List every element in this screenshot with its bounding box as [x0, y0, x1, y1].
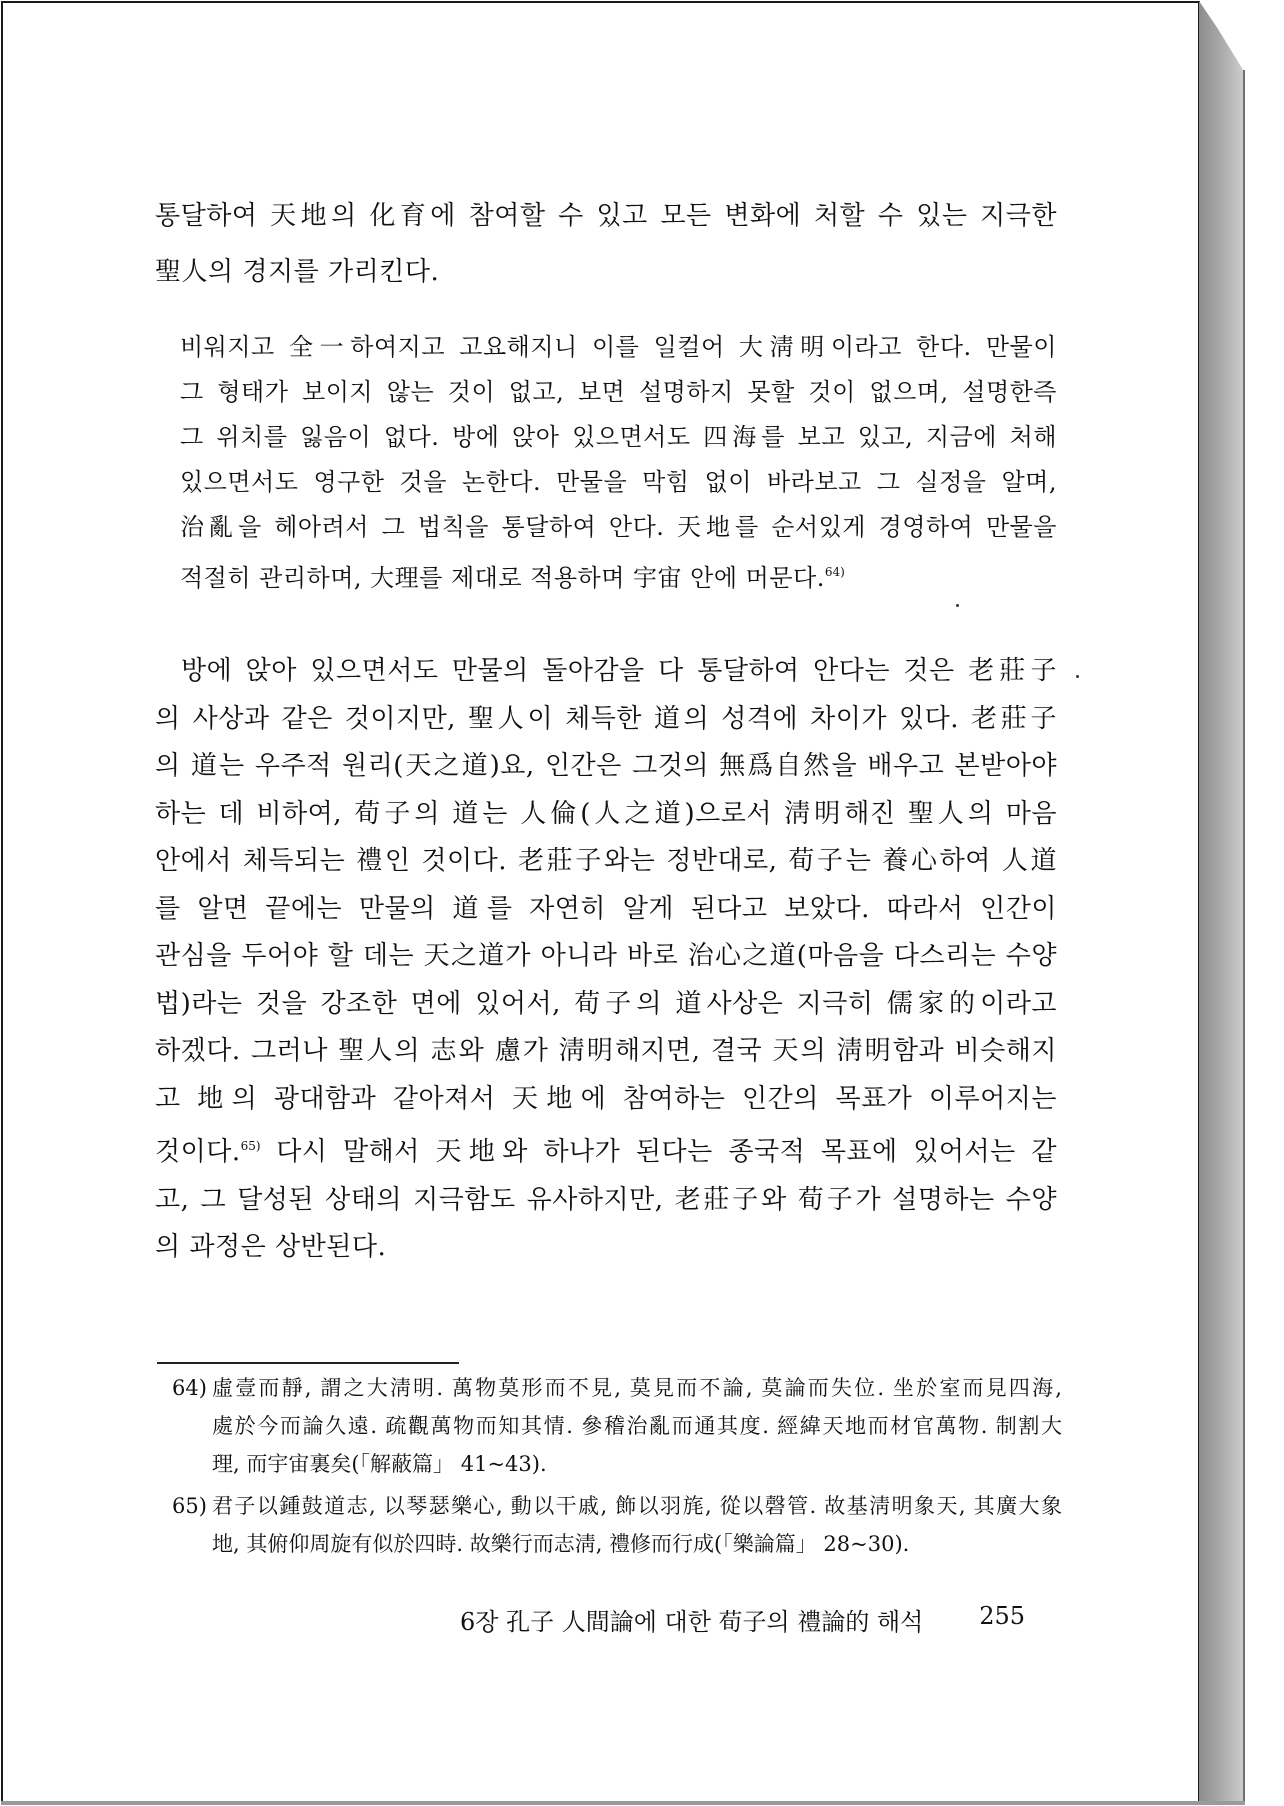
page-stack-edge: [1199, 1, 1245, 1804]
body-line: 를 알면 끝에는 만물의 道를 자연히 알게 된다고 보았다. 따라서 인간이: [155, 893, 1057, 924]
footnote-line: 地, 其俯仰周旋有似於四時. 故樂行而志淸, 禮修而行成(「樂論篇」 28~30).: [212, 1532, 910, 1556]
intro-paragraph: [155, 188, 1057, 300]
quote-line-last: [180, 550, 1057, 601]
footnote-ref-64[interactable]: 64): [824, 565, 845, 579]
footnote-64: [172, 1369, 1062, 1483]
body-line-with-ref: [155, 1123, 1057, 1177]
speck-mark: [956, 604, 959, 607]
chapter-title: 6장 孔子 人間論에 대한 荀子의 禮論的 해석: [460, 1608, 924, 1636]
body-line: 관심을 두어야 할 데는 天之道가 아니라 바로 治心之道(마음을 다스리는 수양: [155, 941, 1057, 971]
footnote-line: 君子以鍾鼓道志, 以琴瑟樂心, 動以干戚, 飾以羽旄, 從以磬管. 故基淸明象天, 其廣大象: [212, 1494, 1062, 1518]
body-line: 법)라는 것을 강조한 면에 있어서, 荀子의 道사상은 지극히 儒家的이라고: [155, 988, 1057, 1019]
quote-line: 있으면서도 영구한 것을 논한다. 만물을 막힘 없이 바라보고 그 실정을 알며,: [180, 468, 1057, 496]
speck-mark: [1076, 675, 1079, 678]
body-paragraph: [155, 648, 1057, 1272]
page-stack-edge-line: [1243, 70, 1245, 1805]
running-footer: [460, 1602, 1025, 1637]
quote-line: 治亂을 헤아려서 그 법칙을 통달하여 안다. 天地를 순서있게 경영하여 만물을: [180, 513, 1057, 541]
footnote-ref-65[interactable]: 65): [240, 1139, 261, 1153]
body-text: 것이다.: [155, 1137, 241, 1167]
quote-line: 그 위치를 잃음이 없다. 방에 앉아 있으면서도 四海를 보고 있고, 지금에 처해: [180, 423, 1057, 451]
footnote-line: 理, 而宇宙裏矣(「解蔽篇」 41~43).: [212, 1452, 547, 1476]
quote-line-text: 적절히 관리하며, 大理를 제대로 적용하며 宇宙 안에 머문다.: [180, 564, 825, 592]
body-line: 안에서 체득되는 禮인 것이다. 老莊子와는 정반대로, 荀子는 養心하여 人道: [155, 846, 1057, 876]
footnote-number: 64): [172, 1376, 207, 1400]
intro-line: 통달하여 天地의 化育에 참여할 수 있고 모든 변화에 처할 수 있는 지극한: [155, 201, 1057, 231]
footnotes: [172, 1369, 1062, 1567]
body-line: 의 과정은 상반된다.: [155, 1232, 387, 1262]
body-line: 방에 앉아 있으면서도 만물의 돌아감을 다 통달하여 안다는 것은 老莊子: [181, 656, 1057, 686]
quote-line: 그 형태가 보이지 않는 것이 없고, 보면 설명하지 못할 것이 없으며, 설명한즉: [180, 378, 1057, 406]
body-line: 의 道는 우주적 원리(天之道)요, 인간은 그것의 無爲自然을 배우고 본받아야: [155, 751, 1057, 781]
body-line: 고 地의 광대함과 같아져서 天地에 참여하는 인간의 목표가 이루어지는: [155, 1083, 1057, 1114]
block-quote: [180, 325, 1057, 601]
body-line: 하겠다. 그러나 聖人의 志와 慮가 淸明해지면, 결국 天의 淸明함과 비슷해지: [155, 1036, 1057, 1066]
body-line: 고, 그 달성된 상태의 지극함도 유사하지만, 老莊子와 荀子가 설명하는 수양: [155, 1184, 1057, 1215]
page-bottom-edge: [1, 1801, 1245, 1805]
intro-line: 聖人의 경지를 가리킨다.: [155, 257, 440, 287]
body-line: 의 사상과 같은 것이지만, 聖人이 체득한 道의 성격에 차이가 있다. 老莊子: [155, 703, 1057, 734]
footnote-number: 65): [172, 1494, 207, 1518]
footnote-line: 處於今而論久遠. 疏觀萬物而知其情. 參稽治亂而通其度. 經緯天地而材官萬物. 制割大: [212, 1414, 1062, 1438]
page-number: 255: [979, 1602, 1025, 1630]
body-text: 다시 말해서 天地와 하나가 된다는 종국적 목표에 있어서는 같: [260, 1137, 1057, 1167]
quote-line: 비워지고 全一하여지고 고요해지니 이를 일컬어 大淸明이라고 한다. 만물이: [180, 333, 1057, 361]
body-line: 하는 데 비하여, 荀子의 道는 人倫(人之道)으로서 淸明해진 聖人의 마음: [155, 798, 1057, 829]
footnote-65: [172, 1487, 1062, 1563]
footnote-separator: [157, 1362, 459, 1364]
footnote-line: 虛壹而靜, 謂之大淸明. 萬物莫形而不見, 莫見而不論, 莫論而失位. 坐於室而見四海,: [212, 1376, 1062, 1400]
